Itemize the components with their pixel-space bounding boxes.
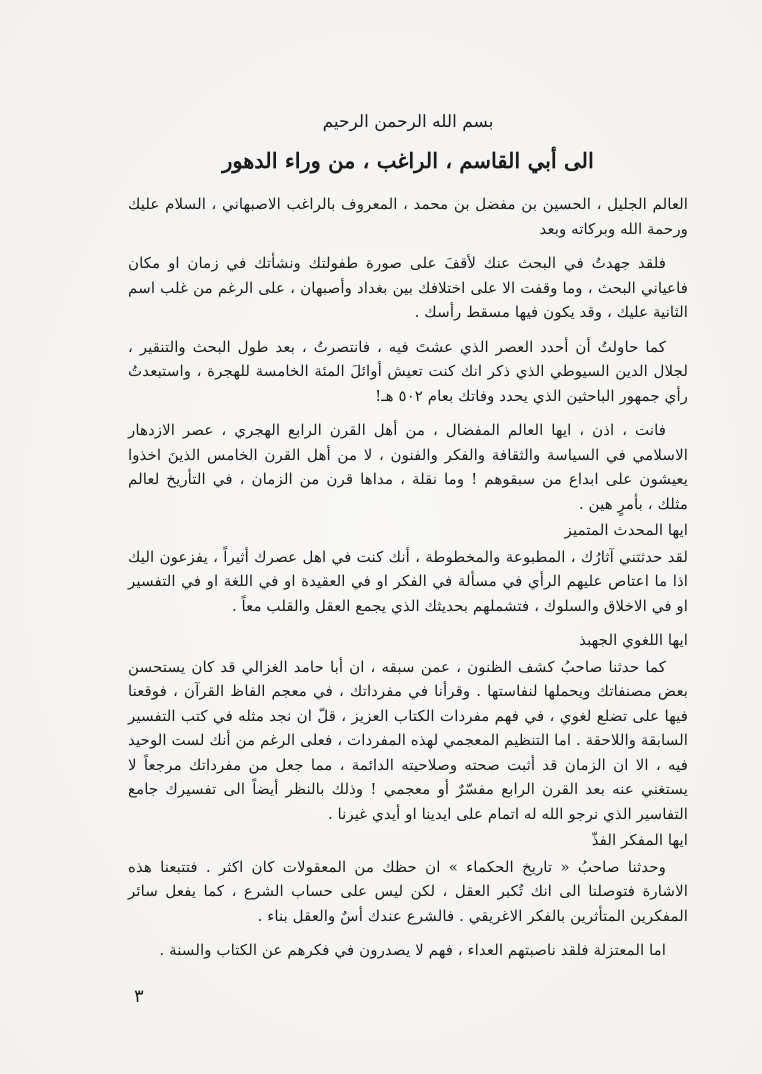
page-content [128,110,688,973]
paragraph-era: كما حاولتُ أن أحدد العصر الذي عشتَ فيه ، فانتصرتُ ، بعد طول البحث والتنقير ، لجلال الدين السيوطي الذي ذكر انك كنت تعيش أوائلَ المئة الخامسة للهجرة ، واستبعدتُ رأي جمهور الباحثين الذي يحدد وفاتك بعام ٥٠٢ هـ! [128,337,688,405]
basmala: بسم الله الرحمن الرحيم [322,112,494,132]
heading-thinker: ايها المفكر الفذّ [591,831,688,849]
paragraph-salutation: العالم الجليل ، الحسين بن مفضل بن محمد ، المعروف بالراغب الاصبهاني ، السلام عليك ورحمة الله وبركاته وبعد [128,195,688,238]
paragraph-thinker: وحدثنا صاحبُ « تاريخ الحكماء » ان حظك من المعقولات كان اكثر . فتتبعنا هذه الاشارة فتوصلنا الى انك تُكبر العقل ، لكن ليس على حساب الشرع ، كما يفعل سائر المفكرين المتأثرين بالفكر الاغريقي . فالشرع عندك أسٌ والعقل بناء . [128,857,688,925]
heading-muhaddith: ايها المحدث المتميز [564,521,688,539]
page-number: ٣ [134,986,144,1007]
paragraph-linguist: كما حدثنا صاحبُ كشف الظنون ، عمن سبقه ، ان أبا حامد الغزالي قد كان يستحسن بعض مصنفاتك ويحملها لنفاستها . وقرأنا في مفرداتك ، في معجم الفاظ القرآن ، فوقعنا فيها على تضلع لغوي ، في فهم مفردات الكتاب العزيز ، قلّ ان نجد مثله في كتب التفسير السابقة واللاحقة . اما التنظيم المعجمي لهذه المفردات ، فعلى الرغم من أنك لست الوحيد فيه ، الا ان الزمان قد أثبت صحته وصلاحيته الدائمة ، مما جعل من مفرداتك مرجعاً لا يستغني عنه بعد القرن الرابع مفسّرٌ أو معجمي ! وذلك بالنظر أيضاً الى تفسيرك جامع التفاسير الذي نرجو الله له اتمام على ايدينا او أيدي غيرنا . [128,657,688,823]
paragraph-search: فلقد جهدتُ في البحث عنك لأقفَ على صورة طفولتك ونشأتك في زمان او مكان فاعياني البحث ، وما وقفت الا على اختلافك بين بغداد وأصبهان ، على الرغم من غلب اسم الثانية عليك ، وقد يكون فيها مسقط رأسك . [128,254,688,321]
paragraph-fourth-century: فانت ، اذن ، ايها العالم المفضال ، من أهل القرن الرابع الهجري ، عصر الازدهار الاسلامي في السياسة والثقافة والفكر والفنون ، لا من أهل القرن الخامس الذينَ اخذوا يعيشون على ابداع من سبقوهم ! وما نقلة ، مداها قرن من الزمان ، في التأريخ لعالم مثلك ، بأمرٍ هين . [128,421,688,513]
paragraph-muhaddith: لقد حدثتني آثارُك ، المطبوعة والمخطوطة ، أنك كنت في اهل عصرك أثيراً ، يفزعون اليك اذا ما اعتاص عليهم الرأي في مسألة في الفكر او في العقيدة او في اللغة او في التفسير او في الاخلاق والسلوك ، فتشملهم بحديثك الذي يجمع العقل والقلب معاً . [128,547,688,615]
page-title: الى أبي القاسم ، الراغب ، من وراء الدهور [222,148,594,173]
heading-linguist: ايها اللغوي الجهبذ [579,631,688,649]
paragraph-mutazila: اما المعتزلة فلقد ناصبتهم العداء ، فهم لا يصدرون في فكرهم عن الكتاب والسنة . [159,941,666,959]
